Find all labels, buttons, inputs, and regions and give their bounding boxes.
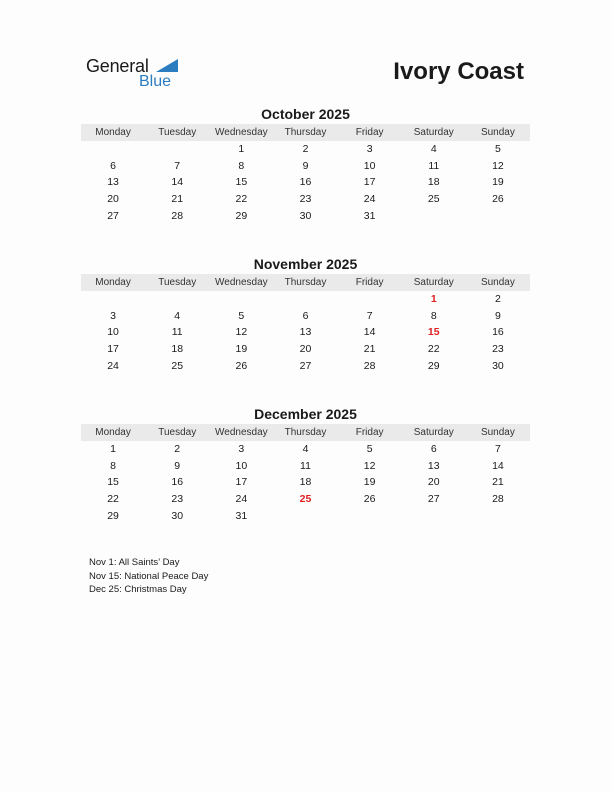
- day-cell: 4: [302, 443, 309, 455]
- day-cell: 18: [171, 343, 184, 356]
- day-cell: [466, 208, 530, 225]
- month-october: [81, 105, 530, 224]
- day-cell: [273, 291, 337, 308]
- weekday-label: Friday: [355, 127, 384, 138]
- day-cell: 28: [171, 209, 184, 222]
- generalblue-logo: [86, 56, 186, 92]
- day-cell: 17: [363, 176, 376, 189]
- day-cell: 23: [171, 493, 184, 506]
- day-cell: 6: [110, 159, 116, 172]
- day-cell: 5: [366, 443, 373, 455]
- day-cell: 30: [299, 209, 312, 222]
- week-row: [81, 491, 530, 508]
- day-cell: 11: [428, 159, 440, 172]
- day-cell: 2: [174, 443, 181, 455]
- day-cell: 10: [235, 459, 248, 472]
- day-cell: [273, 508, 337, 525]
- holiday-notes: [89, 556, 208, 597]
- day-cell: 2: [302, 143, 309, 155]
- day-cell: 12: [363, 459, 376, 472]
- day-cell: 10: [107, 326, 119, 339]
- day-cell: 29: [107, 509, 119, 522]
- day-cell: [145, 141, 209, 158]
- day-cell: 23: [299, 193, 312, 206]
- day-cell: 15: [107, 476, 119, 489]
- weekday-label: Wednesday: [215, 127, 268, 138]
- day-cell: 14: [492, 459, 504, 472]
- day-cell: [338, 508, 402, 525]
- day-cell: 28: [363, 359, 376, 372]
- day-cell: 18: [427, 176, 440, 189]
- week-row: [81, 441, 530, 458]
- day-cell: 8: [430, 309, 437, 322]
- day-cell: 24: [363, 193, 376, 206]
- logo-text-general: General: [86, 56, 149, 76]
- day-cell: 25: [427, 193, 440, 206]
- month-title: November 2025: [253, 256, 358, 272]
- day-cell: 3: [366, 143, 373, 155]
- day-cell: 16: [492, 326, 504, 339]
- day-cell: 17: [107, 343, 119, 356]
- day-cell: 19: [492, 176, 504, 189]
- day-cell: 7: [174, 159, 181, 172]
- week-row: [81, 208, 530, 225]
- day-cell: 26: [363, 493, 376, 506]
- day-cell: 5: [238, 309, 245, 322]
- day-cell: 16: [171, 476, 184, 489]
- day-cell: 26: [492, 193, 504, 206]
- day-cell: 24: [235, 493, 248, 506]
- day-cell: 20: [107, 193, 119, 206]
- week-row: [81, 341, 530, 358]
- week-row: [81, 308, 530, 325]
- logo-triangle-icon: [156, 59, 178, 72]
- week-row: [81, 458, 530, 475]
- day-cell: 7: [366, 309, 373, 322]
- day-cell: 20: [299, 343, 312, 356]
- day-cell: 30: [171, 509, 184, 522]
- weekday-label: Saturday: [413, 427, 454, 438]
- day-cell: 13: [107, 176, 119, 189]
- weekday-label: Monday: [95, 127, 131, 138]
- weekday-header-row: [81, 274, 530, 291]
- weekday-label: Monday: [95, 427, 131, 438]
- day-cell: 21: [363, 343, 376, 356]
- day-cell: 27: [427, 493, 440, 506]
- day-cell: 28: [492, 493, 504, 506]
- day-cell: 22: [107, 493, 119, 506]
- week-row: [81, 291, 530, 308]
- day-cell: 1: [110, 443, 116, 455]
- week-row: [81, 324, 530, 341]
- day-cell: 12: [235, 326, 248, 339]
- day-cell: 27: [107, 209, 119, 222]
- weekday-label: Monday: [95, 277, 131, 288]
- weekday-label: Wednesday: [215, 427, 268, 438]
- day-cell: 11: [171, 326, 183, 339]
- day-cell: 3: [110, 309, 116, 322]
- day-cell: 29: [235, 209, 248, 222]
- day-cell: [466, 508, 530, 525]
- day-cell: 9: [174, 459, 181, 472]
- holiday-day-cell: 15: [427, 326, 440, 339]
- weekday-label: Thursday: [284, 127, 327, 138]
- day-cell: 9: [495, 309, 501, 322]
- day-cell: 24: [107, 359, 119, 372]
- week-row: [81, 141, 530, 158]
- day-cell: 8: [238, 159, 245, 172]
- day-cell: 6: [302, 309, 309, 322]
- day-cell: 11: [300, 459, 311, 472]
- holiday-note: Dec 25: Christmas Day: [89, 584, 187, 595]
- day-cell: 2: [495, 293, 501, 305]
- day-cell: 10: [363, 159, 376, 172]
- day-cell: 7: [495, 443, 501, 455]
- day-cell: [338, 291, 402, 308]
- day-cell: [209, 291, 273, 308]
- week-row: [81, 191, 530, 208]
- day-cell: 15: [235, 176, 248, 189]
- weekday-label: Saturday: [413, 127, 454, 138]
- day-cell: 14: [171, 176, 184, 189]
- holiday-note: Nov 15: National Peace Day: [89, 570, 209, 582]
- weekday-label: Thursday: [284, 277, 327, 288]
- country-title: Ivory Coast: [393, 58, 524, 85]
- day-cell: 12: [492, 159, 504, 172]
- weekday-label: Friday: [355, 427, 384, 438]
- day-cell: 29: [427, 359, 440, 372]
- day-cell: 18: [299, 476, 312, 489]
- day-cell: 3: [238, 443, 245, 455]
- week-row: [81, 474, 530, 491]
- day-cell: 16: [299, 176, 312, 189]
- weekday-label: Sunday: [480, 427, 515, 438]
- weekday-label: Tuesday: [158, 277, 197, 288]
- day-cell: 6: [430, 443, 437, 455]
- week-row: [81, 358, 530, 375]
- day-cell: [402, 208, 466, 225]
- day-cell: 22: [235, 193, 248, 206]
- day-cell: [81, 141, 145, 158]
- weekday-label: Tuesday: [158, 127, 197, 138]
- week-row: [81, 508, 530, 525]
- month-title: December 2025: [254, 406, 357, 422]
- day-cell: [402, 508, 466, 525]
- weekday-label: Thursday: [284, 427, 327, 438]
- holiday-day-cell: 1: [430, 293, 437, 305]
- logo-text-blue: Blue: [139, 73, 172, 90]
- day-cell: 25: [171, 359, 184, 372]
- day-cell: 4: [174, 309, 181, 322]
- day-cell: 4: [430, 143, 437, 155]
- day-cell: 1: [238, 143, 245, 155]
- weekday-label: Friday: [355, 277, 384, 288]
- month-november: [81, 255, 530, 374]
- holiday-day-cell: 25: [299, 493, 312, 506]
- weekday-header-row: [81, 424, 530, 441]
- month-december: [81, 405, 530, 524]
- day-cell: 31: [363, 209, 376, 222]
- weekday-label: Wednesday: [215, 277, 268, 288]
- day-cell: 19: [363, 476, 376, 489]
- day-cell: 20: [427, 476, 440, 489]
- day-cell: 21: [171, 193, 184, 206]
- day-cell: 22: [427, 343, 440, 356]
- day-cell: 23: [492, 343, 504, 356]
- weekday-label: Tuesday: [158, 427, 197, 438]
- day-cell: 21: [492, 476, 504, 489]
- day-cell: 17: [235, 476, 248, 489]
- weekday-label: Sunday: [480, 127, 515, 138]
- day-cell: [145, 291, 209, 308]
- day-cell: 14: [363, 326, 376, 339]
- day-cell: 30: [492, 359, 504, 372]
- day-cell: 27: [299, 359, 312, 372]
- day-cell: [81, 291, 145, 308]
- day-cell: 31: [235, 509, 248, 522]
- weekday-label: Saturday: [413, 277, 454, 288]
- day-cell: 9: [302, 159, 309, 172]
- day-cell: 8: [110, 459, 116, 472]
- day-cell: 5: [495, 143, 501, 155]
- week-row: [81, 174, 530, 191]
- day-cell: 13: [427, 459, 440, 472]
- week-row: [81, 158, 530, 175]
- holiday-note: Nov 1: All Saints’ Day: [89, 557, 180, 568]
- weekday-label: Sunday: [480, 277, 515, 288]
- day-cell: 13: [299, 326, 312, 339]
- weekday-header-row: [81, 124, 530, 141]
- day-cell: 26: [235, 359, 248, 372]
- month-title: October 2025: [261, 106, 350, 122]
- day-cell: 19: [235, 343, 248, 356]
